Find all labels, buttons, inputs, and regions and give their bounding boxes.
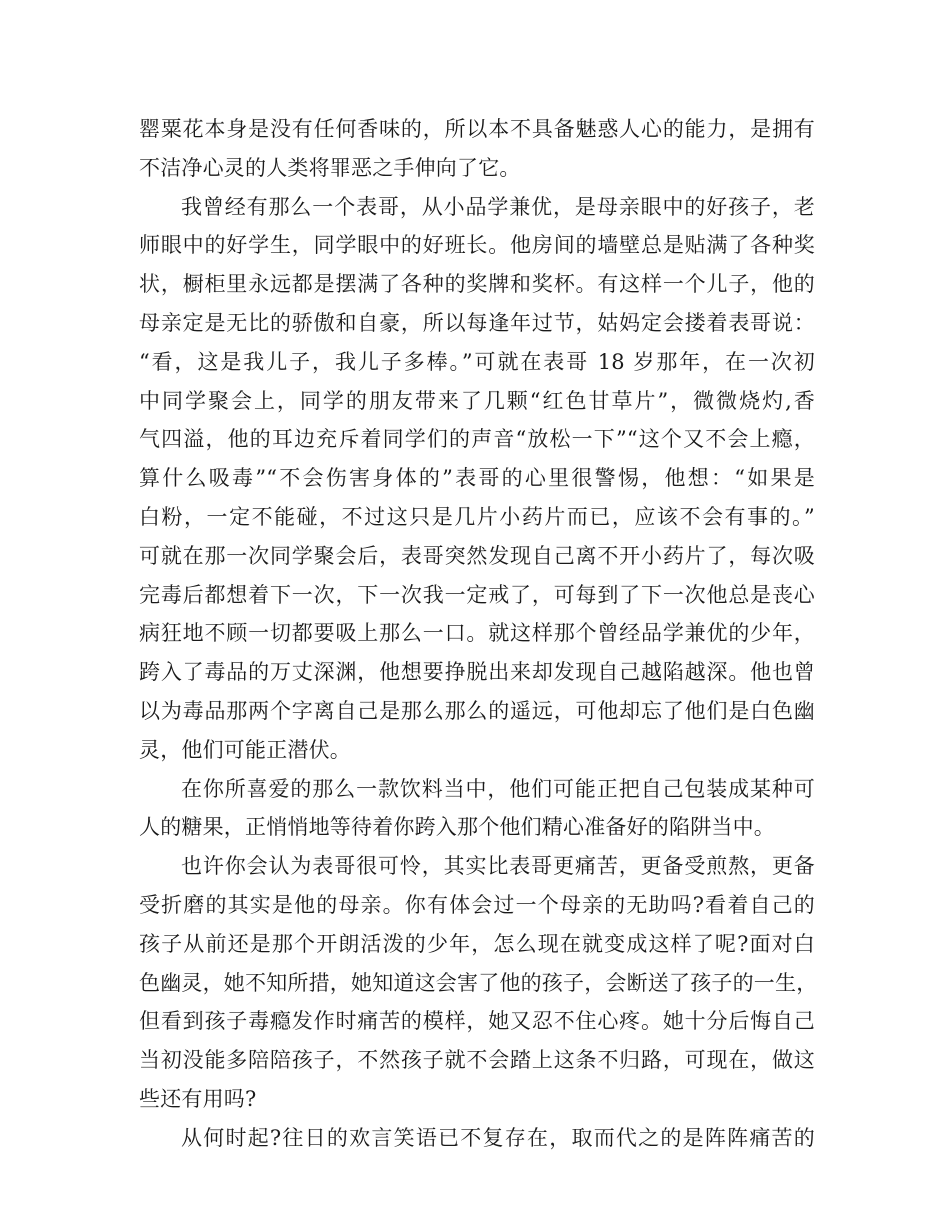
- text-line: 在你所喜爱的那么一款饮料当中，他们可能正把自己包装成某种可: [181, 776, 815, 801]
- text-line: 跨入了毒品的万丈深渊，他想要挣脱出来却发现自己越陷越深。他也曾: [139, 660, 815, 685]
- text-line: “看，这是我儿子，我儿子多棒。”可就在表哥 18 岁那年，在一次初: [139, 349, 815, 374]
- text-line: 孩子从前还是那个开朗活泼的少年，怎么现在就变成这样了呢?面对白: [139, 931, 815, 956]
- text-line: 师眼中的好学生，同学眼中的好班长。他房间的墙壁总是贴满了各种奖: [139, 233, 815, 258]
- paragraph: [139, 188, 815, 770]
- text-line: 色幽灵，她不知所措，她知道这会害了他的孩子，会断送了孩子的一生，: [139, 970, 818, 995]
- text-line: 但看到孩子毒瘾发作时痛苦的模样，她又忍不住心疼。她十分后悔自己: [139, 1009, 815, 1034]
- text-line: 受折磨的其实是他的母亲。你有体会过一个母亲的无助吗?看着自己的: [139, 892, 815, 917]
- text-line: 中同学聚会上，同学的朋友带来了几颗“红色甘草片”，微微烧灼,香: [139, 388, 815, 413]
- text-line: 状，橱柜里永远都是摆满了各种的奖牌和奖杯。有这样一个儿子，他的: [139, 272, 815, 297]
- text-line: 白粉，一定不能碰，不过这只是几片小药片而已，应该不会有事的。”: [139, 504, 815, 529]
- text-line: 病狂地不顾一切都要吸上那么一口。就这样那个曾经品学兼优的少年，: [139, 621, 815, 646]
- text-line: 灵，他们可能正潜伏。: [139, 737, 351, 762]
- text-line: 不洁净心灵的人类将罪恶之手伸向了它。: [139, 155, 521, 180]
- text-line: 人的糖果，正悄悄地等待着你跨入那个他们精心准备好的陷阱当中。: [139, 815, 775, 840]
- text-line: 当初没能多陪陪孩子，不然孩子就不会踏上这条不归路，可现在，做这: [139, 1048, 815, 1073]
- text-line: 算什么吸毒”“不会伤害身体的”表哥的心里很警惕，他想：“如果是: [139, 466, 815, 491]
- text-line: 些还有用吗?: [139, 1086, 257, 1111]
- paragraph: [139, 1119, 815, 1158]
- text-line: 以为毒品那两个字离自己是那么那么的遥远，可他却忘了他们是白色幽: [139, 698, 815, 723]
- text-line: 可就在那一次同学聚会后，表哥突然发现自己离不开小药片了，每次吸: [139, 543, 815, 568]
- text-line: 我曾经有那么一个表哥，从小品学兼优，是母亲眼中的好孩子，老: [181, 194, 815, 219]
- text-line: 罂粟花本身是没有任何香味的，所以本不具备魅惑人心的能力，是拥有: [139, 117, 815, 141]
- text-line: 母亲定是无比的骄傲和自豪，所以每逢年过节，姑妈定会搂着表哥说：: [139, 310, 815, 335]
- paragraph: [139, 110, 815, 188]
- text-line: 也许你会认为表哥很可怜，其实比表哥更痛苦，更备受煎熬，更备: [181, 854, 815, 879]
- text-line: 完毒后都想着下一次，下一次我一定戒了，可每到了下一次他总是丧心: [139, 582, 815, 607]
- text-line: 气四溢，他的耳边充斥着同学们的声音“放松一下”“这个又不会上瘾，: [139, 427, 815, 452]
- paragraph: [139, 847, 818, 1119]
- document-body: [139, 110, 818, 1158]
- text-line: 从何时起?往日的欢言笑语已不复存在，取而代之的是阵阵痛苦的: [181, 1125, 815, 1150]
- paragraph: [139, 770, 815, 848]
